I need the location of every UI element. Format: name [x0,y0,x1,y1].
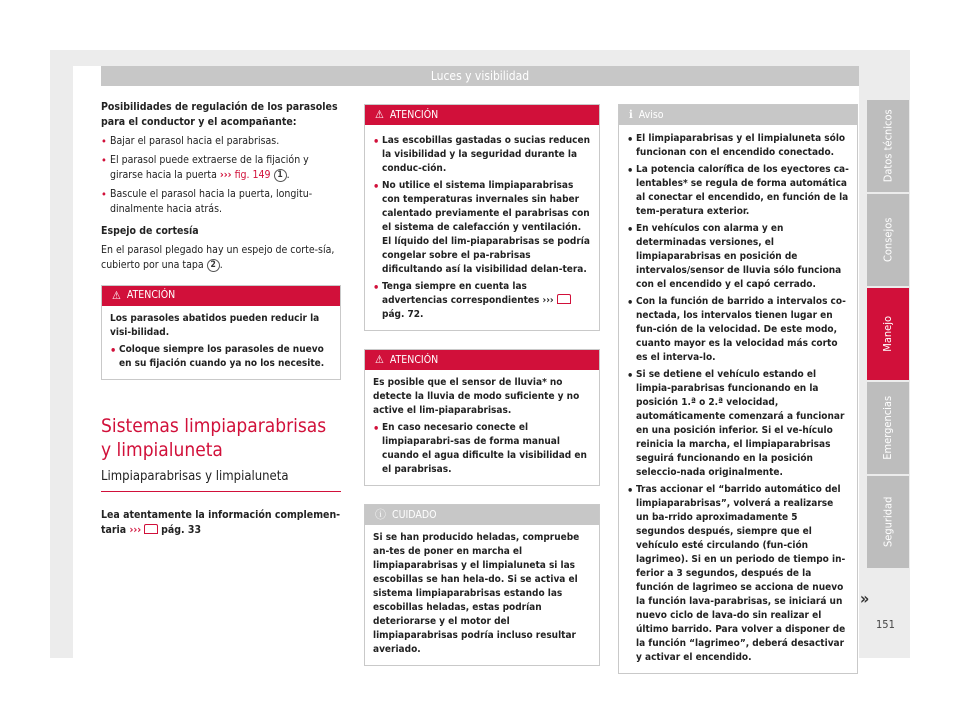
warning-box [101,285,341,380]
warning-box [364,104,600,331]
list-item: • Bajar el parasol hacia el parabrisas. [101,134,280,148]
list-item: • En caso necesario conecte el limpiaparabri-sas de forma manual cuando el agua dificulte la visibilidad en el parabrisas. [373,422,587,475]
list-item: • Tras accionar el “barrido automático del limpiaparabrisas”, volverá a realizarse un ba-rrido aproximadamente 5 segundos después, siempre que el vehículo esté circulando (fun-ción lagrimeo). Si en un periodo de tiempo in-ferior a 3 segundos, después de la función de lagrimeo se acciona de nuevo la función lava-parabrisas, se iniciará un nuevo ciclo de lava-do sin realizar el último barrido. Para volver a disponer de la función “lagrimeo”, deberá desactivar y activar el encendido. [627,484,846,663]
sunvisor-heading: Posibilidades de regulación de los parasoles para el conductor y el acompañante: [101,101,338,128]
book-icon [557,294,571,304]
tab-manejo[interactable]: Manejo [867,288,909,380]
list-item: • Coloque siempre los parasoles de nuevo en su fijación cuando ya no los necesite. [110,343,325,369]
list-item: • Tenga siempre en cuenta las advertencias correspondientes ›››pág. 72. [373,280,591,322]
warning-header: ⚠ ATENCIÓN [365,350,599,370]
info-icon: ℹ [629,108,633,122]
intro-paragraph: Lea atentamente la información complemen-taria ››› pág. 33 [101,508,341,536]
warning-body: Es posible que el sensor de lluvia* no detecte la lluvia de modo suficiente y no active el lim-piaparabrisas. • En caso necesario conecte el limpiaparabri-sas de forma manual cuando el agua dificulte la visibilidad en el parabrisas. [365,370,599,485]
list-item: • Las escobillas gastadas o sucias reducen la visibilidad y la seguridad durante la conduc-ción. [373,135,591,174]
warning-icon: ⚠ [375,353,384,367]
warning-body: Los parasoles abatidos pueden reducir la visi-bilidad. • Coloque siempre los parasoles de nuevo en su fijación cuando ya no los necesite. [102,306,340,379]
mirror-paragraph: En el parasol plegado hay un espejo de corte-sía, cubierto por una tapa 2 . [101,243,335,271]
warning-icon: ⚠ [375,108,384,122]
column-2 [364,100,600,666]
callout-number: 2 [207,259,220,272]
caution-body: Si se han producido heladas, compruebe an-tes de poner en marcha el limpiaparabrisas y el limpialuneta si las escobillas se han hela-do. Si se activa el sistema limpiaparabrisas estando las escobillas heladas, estas podrían deteriorarse y el motor del limpiaparabrisas podría incluso resultar averiado. [373,532,580,655]
warning-header: ⚠ ATENCIÓN [102,286,340,306]
warning-box [364,349,600,486]
warning-icon: ⚠ [112,288,121,302]
info-circle-icon: ⓘ [375,508,386,522]
list-item: • El parasol puede extraerse de la fijación y girarse hacia la puerta ››› fig. 149 1 . [101,154,309,182]
tab-seguridad[interactable]: Seguridad [867,476,909,568]
book-icon [144,524,158,534]
section-title: Sistemas limpiaparabrisas y limpialuneta [101,414,327,462]
figure-link[interactable]: fig. 149 [234,169,271,182]
page-link[interactable]: pág. 33 [161,523,202,536]
note-body [619,125,857,673]
warning-header: ⚠ ATENCIÓN [365,105,599,125]
list-item: • Si se detiene el vehículo estando el limpia-parabrisas funcionando en la posición 1.ª o 2.ª velocidad, automáticamente comenzará a funcionar en una posición inferior. Si el ve-hículo reinicia la marcha, el limpiaparabrisas seguirá funcionando en la posición seleccio-nada originalmente. [627,369,845,478]
tab-datos-tecnicos[interactable]: Datos técnicos [867,100,909,192]
note-box [618,104,858,674]
mirror-heading: Espejo de cortesía [101,225,199,238]
tab-consejos[interactable]: Consejos [867,194,909,286]
chapter-tabs [867,100,909,570]
list-item: • Con la función de barrido a intervalos co-nectada, los intervalos tienen lugar en fun-ción de la velocidad. De este modo, cuanto mayor es la velocidad más corto es el interva-lo. [627,296,846,363]
caution-box [364,504,600,666]
tab-emergencias[interactable]: Emergencias [867,382,909,474]
subsection-title: Limpiaparabrisas y limpialuneta [101,468,341,491]
list-item: • No utilice el sistema limpiaparabrisas con temperaturas invernales sin haber calentado previamente el parabrisas con el sistema de calefacción y ventilación. El líquido del lim-piaparabrisas se podría congelar sobre el pa-rabrisas dificultando así la visibilidad delan-tera. [373,180,590,275]
list-item: • El limpiaparabrisas y el limpialuneta sólo funcionan con el encendido conectado. [627,133,846,158]
caution-header: ⓘ CUIDADO [365,505,599,525]
column-3 [618,100,858,674]
continue-mark: » [860,589,870,608]
note-header: ℹ Aviso [619,105,857,125]
list-item: • En vehículos con alarma y en determinadas versiones, el limpiaparabrisas en posición de intervalos/sensor de lluvia sólo funciona con el encendido y el capó cerrado. [627,223,842,290]
list-item: • La potencia calorífica de los eyectores ca-lentables* se regula de forma automática al conectar el encendido, en función de la tem-peratura exterior. [627,164,849,217]
column-1 [101,100,341,538]
list-item: • Bascule el parasol hacia la puerta, longitu-dinalmente hacia atrás. [101,188,313,216]
page-number: 151 [876,618,895,631]
page-link[interactable]: pág. 72. [382,309,424,320]
page-header: Luces y visibilidad [101,66,859,86]
warning-body [365,125,599,330]
callout-number: 1 [274,169,287,182]
